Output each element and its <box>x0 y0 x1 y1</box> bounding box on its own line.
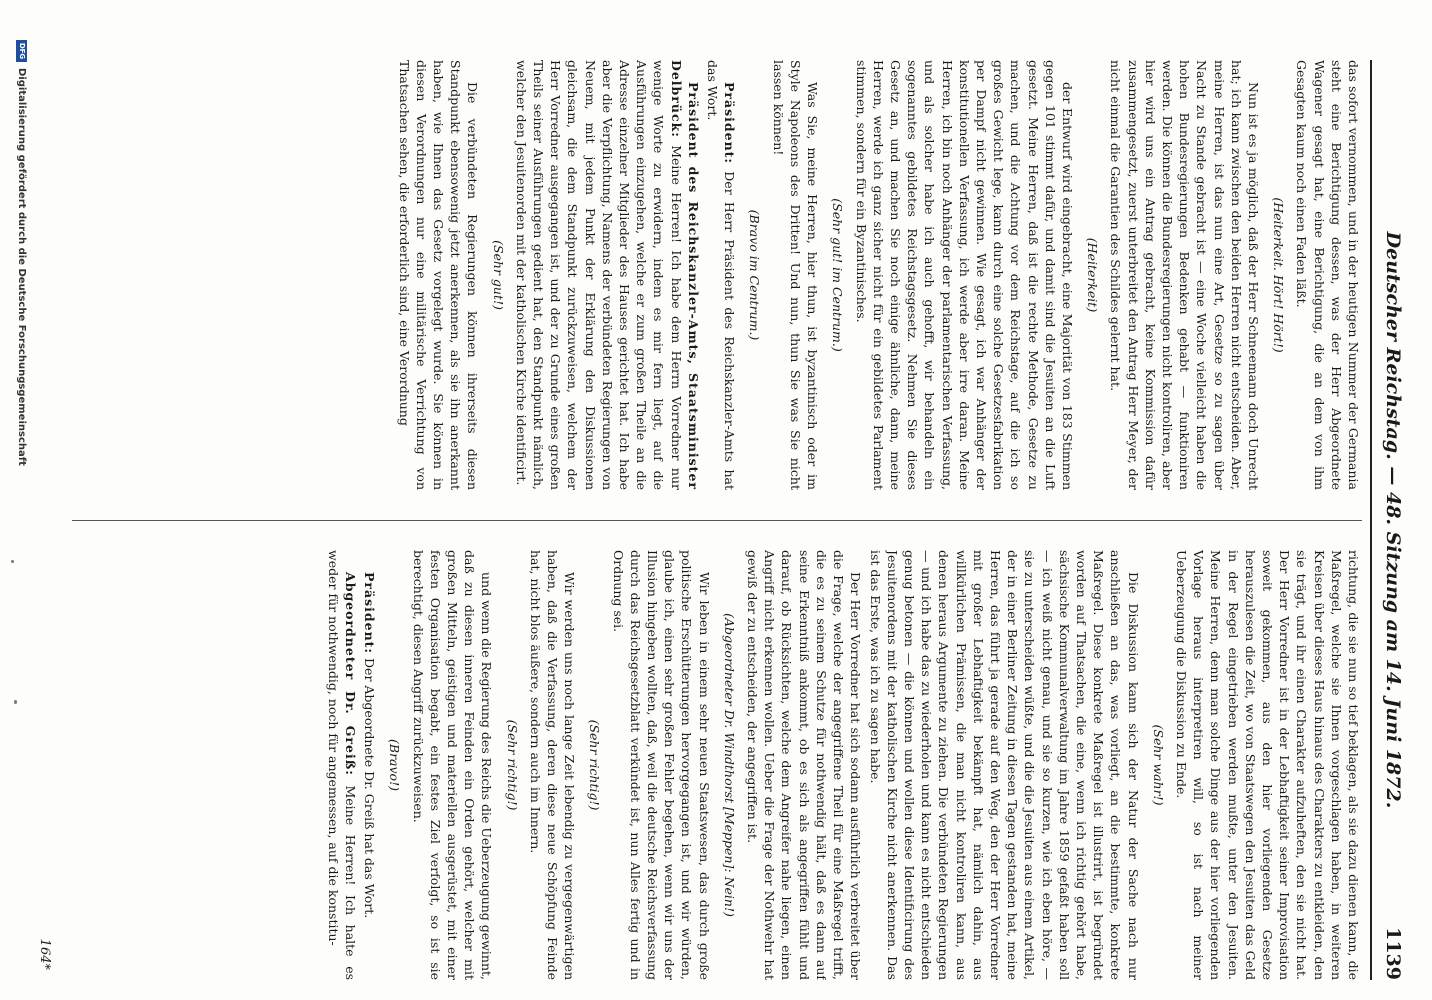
stage-direction: (Sehr gut!) <box>490 240 506 310</box>
scan-speck <box>11 560 14 563</box>
page-header <box>1376 60 1404 980</box>
dfg-logo-icon: DFG <box>16 40 27 62</box>
scan-speck <box>14 700 17 704</box>
paragraph <box>513 60 702 490</box>
paragraph: richtung, die sie nun so tief beklagen, als sie dazu dienen kann, die Maßregel, welche sie Ihnen vorgeschlagen haben, in weiteren Kreisen über dieses Haus hinaus des Charakters zu entkleiden, den sie trägt, und ihr einen Charakter aufzuheften, den sie nicht hat. Der Herr Vorredner ist in der Lebhaftigkeit seiner Improvisation soweit gekommen, aus den hier vorliegenden Gesetze herauszulesen die Zeit, wo von Staatswegen den Jesuiten das Geld in der Regel eingetrieben werden mußte, unter den Jesuiten. Meine Herren, denn man solche Dinge aus der hier vorliegenden Vorlage heraus interpretiren will, so ist nach meiner Ueberzeugung die Diskussion zu Ende. <box>1173 550 1361 980</box>
speaker-name: Präsident des Reichskanzler-Amts, Staatsminister Delbrück: <box>668 60 701 490</box>
digitization-credit <box>16 40 27 466</box>
stage-direction: (Sehr richtig!) <box>587 719 603 811</box>
paragraph <box>325 550 359 980</box>
stage-direction: (Sehr gut! im Centrum.) <box>830 198 846 352</box>
speaker-name: Abgeordneter Dr. Greiß: <box>343 572 359 776</box>
running-title: Deutscher Reichstag. — 48. Sitzung am 14. Juni 1872. <box>1382 231 1404 809</box>
paragraph: das sofort vernommen, und in der heutigen Nummer der Germania steht eine Berichtigung dessen, was der Herr Abgeordnete Wagener gesagt hat, eine Berichtigung, die an dem von ihm Gesagten kaum noch einen Faden läßt. <box>1294 60 1361 490</box>
speaker-name: Präsident: <box>722 82 738 165</box>
paragraph: der Entwurf wird eingebracht, eine Majorität von 183 Stimmen gegen 101 stimmt dafür, und damit sind die Jesuiten an die Luft gesetzt. Meine Herren, daß ist die rechte Methode, Gesetze zu machen, und die Achtung vor dem Reichstage, auf die ich so großes Gewicht lege, kann durch eine solche Gesetzesfabrikation per Dampf nicht gewinnen. Wie gesagt, ich war Anhänger der konstitutionellen Verfassung, ich werde aber irre daran. Meine Herren, ich bin noch Anhänger der parlamentarischen Verfassung, und als solcher habe ich auch gehofft, wir behandeln ein sogenanntes gebildetes Reichstagsgesetz. Nehmen Sie dieses Gesetz an, und machen Sie noch einige ähnliche, dann, meine Herren, werde ich ganz sicher nicht für ein gebildetes Parlament stimmen, sondern für ein Byzantinisches. <box>853 60 1075 490</box>
stage-direction: (Sehr wahr!) <box>1150 724 1166 806</box>
paragraph: Wir werden uns noch lange Zeit lebendig zu vergegenwärtigen haben, daß die Verfassung, deren diese neue Schöpfung Feinde hat, nicht blos äußere, sondern auch im Innern. <box>527 550 578 980</box>
page-number: 1139 <box>1382 927 1404 980</box>
paragraph: Wir leben in einem sehr neuen Staatswesen, das durch große politische Erschütterungen hervorgegangen ist, und wir würden, glaube ich, einen sehr großen Fehler begehen, wenn wir uns der Illusion hingeben wollten, daß, weil die deutsche Reichsverfassung durch das Reichsgesetzblatt verkündet ist, nun Alles fertig und in Ordnung sei. <box>610 550 712 980</box>
stage-direction: (Abgeordneter Dr. Windthorst [Meppen]: Nein!) <box>721 613 737 917</box>
speech-text: Meine Herren! Ich halte es weder für nothwendig, noch für angemessen, auf die konstitu- <box>325 550 359 980</box>
column-divider <box>72 520 1362 521</box>
left-column <box>72 60 1362 490</box>
stage-direction: (Heiterkeit. Hört! Hört!) <box>1271 197 1287 353</box>
paragraph: Die verbündeten Regierungen können ihrerseits diesen Standpunkt ebensowenig jetzt anerkennen, als sie ihn anerkannt haben, wie Ihnen das Gesetz vorgelegt wurde. Sie können in diesen Verordnungen nur eine militärische Verrichtung von Thatsachen sehen, die erforderlich sind, eine Verordnung <box>396 60 481 490</box>
paragraph: Nun ist es ja möglich, daß der Herr Schneemann doch Unrecht hat; ich kann zwischen den beiden Herren nicht entscheiden. Aber, meine Herren, ist das nun eine Art, Gesetze so zu sagen über Nacht zu Stande gebracht ist — eine Woche vielleicht haben die hohen Bundesregierungen Bedenken gehabt — funktioniren werden. Die können die Bundesregierungen nicht kontroliren, aber hier wird uns ein Antrag gebracht, keine Kommission dafür zusammengesetzt, zuerst unterbreitet den Antrag Herr Meyer, der nicht einmal die Garantien des Schildes gelernt hat. <box>1108 60 1261 490</box>
paragraph: Der Herr Vorredner hat sich sodann ausführlich verbreitet über die Frage, welche der angegriffene Theil für eine Maßregel trifft, die es zu seinem Schutze für nothwendig hält, daß es dann auf seine Erkenntniß ankommt, ob es sich als angegriffen fühlt und darauf, ob Rücksichten, welche dem Angreifer nahe liegen, einen Angriff nicht erkennen wollen. Ueber die Frage der Nothwehr hat gewiß der zu entscheiden, der angegriffen ist. <box>745 550 864 980</box>
credit-text: Digitalisierung gefördert durch die Deutsche Forschungsgemeinschaft <box>16 68 27 466</box>
stage-direction: (Bravo im Centrum.) <box>747 209 763 341</box>
paragraph: Die Diskussion kann sich der Natur der Sache nach nur anschließen an das, was vorliegt, an die bestimmte, konkrete Maßregel. Diese konkrete Maßregel ist illustrirt, ist begründet worden auf Thatsachen, die eine, wenn ich richtig gehört habe, sächsische Kommunalverwaltung im Jahre 1859 gefaßt haben soll — ich weiß nicht genau, und sie so kurzen, wie ich eben höre, — sie zu unterscheiden wüßte, und die die Jesuiten aus einem Artikel, der in einer Berliner Zeitung in diesen Tagen gestanden hat, meine Herren, das führt ja gerade auf den Weg, den der Herr Vorredner mit großer Lebhaftigkeit bekämpft hat, nämlich dahin, aus willkürlichen Prämissen, die man nicht kontroliren kann, aus denen heraus Argumente zu ziehen. Die verbündeten Regierungen — und ich habe das zu wiederholen und kann es nicht entschieden genug betonen — die können und wollen diese Identificirung des Jesuitenordens mit der katholischen Kirche nicht anerkennen. Das ist das Erste, was ich zu sagen habe. <box>867 550 1141 980</box>
stage-direction: (Sehr richtig!) <box>504 719 520 811</box>
speech-text: Der Abgeordnete Dr. Greiß hat das Wort. <box>362 658 378 919</box>
paragraph: Was Sie, meine Herren, hier thun, ist byzantinisch oder im Style Napoleons des Dritten! Und nun, thun Sie was Sie nicht lassen können! <box>770 60 821 490</box>
speaker-name: Präsident: <box>362 572 378 655</box>
stage-direction: (Bravo!) <box>387 739 403 791</box>
signature-mark: 164* <box>37 938 52 970</box>
speech-text: Meine Herren! Ich habe dem Herrn Vorredner nur wenige Worte zu erwidern, indem es mir fern liegt, auf die Ausführungen einzugehen, welche er zum großen Theile an die Adresse einzelner Mitglieder des Hauses gerichtet hat. Ich habe aber die Verpflichtung, Namens der verbündeten Regierungen von Neuem, mit jedem Punkt der Erklärung den Diskussionen gleichsam, die dem Standpunkt zurückzuweisen, welchem der Herr Vorredner ausgegangen ist, und der zu Grunde eines großen Theils seiner Ausführungen gedient hat, den Standpunkt nämlich, welcher den Jesuitenorden mit der katholischen Kirche identificirt. <box>513 60 684 490</box>
paragraph <box>361 550 378 980</box>
paragraph: und wenn die Regierung des Reichs die Ueberzeugung gewinnt, daß zu diesen inneren Feinden ein Orden gehört, welcher mit großen Mitteln, geistigen und materiellen ausgerüstet, mit einer festen Organisation begabt, ein festes Ziel verfolgt, so ist sie berechtigt, diesen Angriff zurückzuweisen. <box>410 550 495 980</box>
right-column <box>72 550 1362 980</box>
paragraph <box>704 60 738 490</box>
speech-text: Der Herr Präsident des Reichskanzler-Amts hat das Wort. <box>705 60 738 490</box>
header-rule <box>1370 60 1372 980</box>
stage-direction: (Heiterkeit) <box>1085 237 1101 313</box>
